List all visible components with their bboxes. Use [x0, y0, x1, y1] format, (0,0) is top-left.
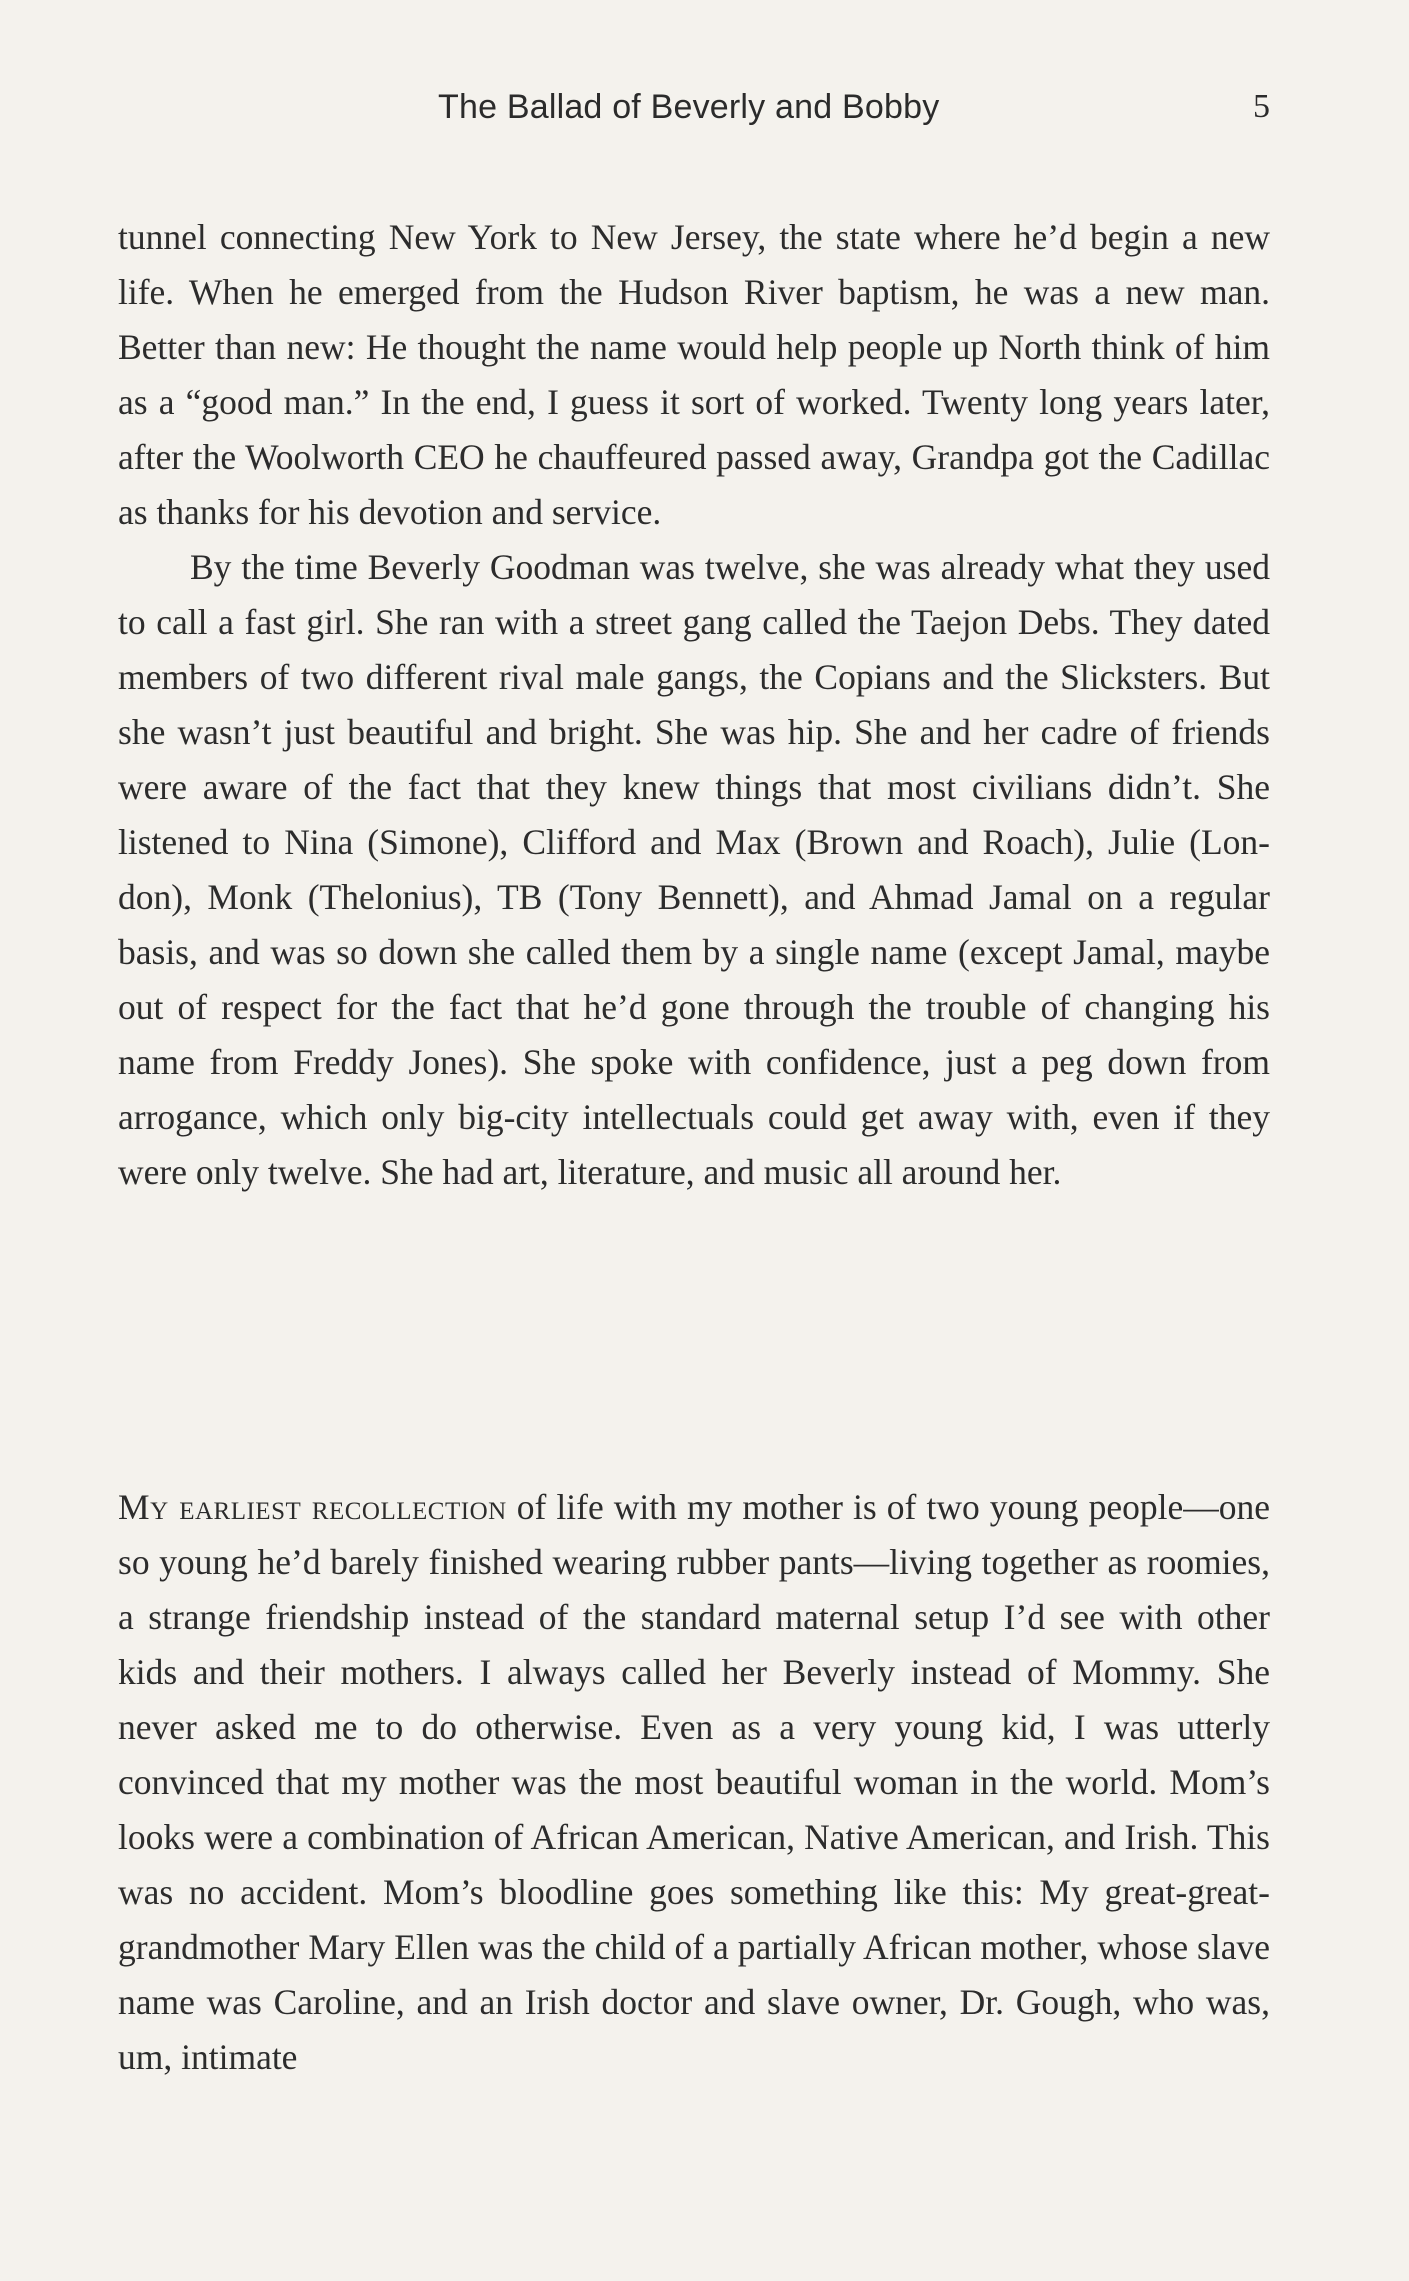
paragraph-earliest-recollection [118, 1480, 1270, 2085]
running-head [118, 88, 1270, 138]
section-2 [118, 1480, 1270, 2085]
page-number: 5 [1253, 88, 1270, 125]
running-title: The Ballad of Beverly and Bobby [438, 88, 940, 126]
section-1 [118, 210, 1270, 1200]
section-lead-in: My earliest recollection [118, 1487, 507, 1527]
paragraph-body: of life with my mother is of two young people—one so young he’d barely finished wearing rubber pants—living together as roomies, a strange friendship instead of the standard maternal setup I’d see with other kids and their mothers. I always called her Beverly instead of Mommy. She never asked me to do otherwise. Even as a very young kid, I was utterly convinced that my mother was the most beautiful woman in the world. Mom’s looks were a combination of African American, Native American, and Irish. This was no accident. Mom’s bloodline goes something like this: My great-great-grandmother Mary Ellen was the child of a partially African mother, whose slave name was Caroline, and an Irish doctor and slave owner, Dr. Gough, who was, um, intimate [118, 1487, 1270, 2077]
paragraph-beverly-goodman: By the time Beverly Goodman was twelve, she was already what they used to call a fast girl. She ran with a street gang called the Taejon Debs. They dated members of two different rival male gangs, the Copians and the Slicksters. But she wasn’t just beautiful and bright. She was hip. She and her cadre of friends were aware of the fact that they knew things that most civilians didn’t. She listened to Nina (Simone), Clifford and Max (Brown and Roach), Julie (London), Monk (Thelonius), TB (Tony Bennett), and Ahmad Jamal on a regular basis, and was so down she called them by a single name (except Jamal, maybe out of respect for the fact that he’d gone through the trouble of changing his name from Freddy Jones). She spoke with confidence, just a peg down from arrogance, which only big-city intellectuals could get away with, even if they were only twelve. She had art, literature, and music all around her. [118, 547, 1270, 1192]
paragraph-continuation: tunnel connecting New York to New Jersey, the state where he’d begin a new life. When he emerged from the Hudson River baptism, he was a new man. Better than new: He thought the name would help people up North think of him as a “good man.” In the end, I guess it sort of worked. Twenty long years later, after the Woolworth CEO he chauffeured passed away, Grandpa got the Cadillac as thanks for his devotion and service. [118, 217, 1270, 532]
